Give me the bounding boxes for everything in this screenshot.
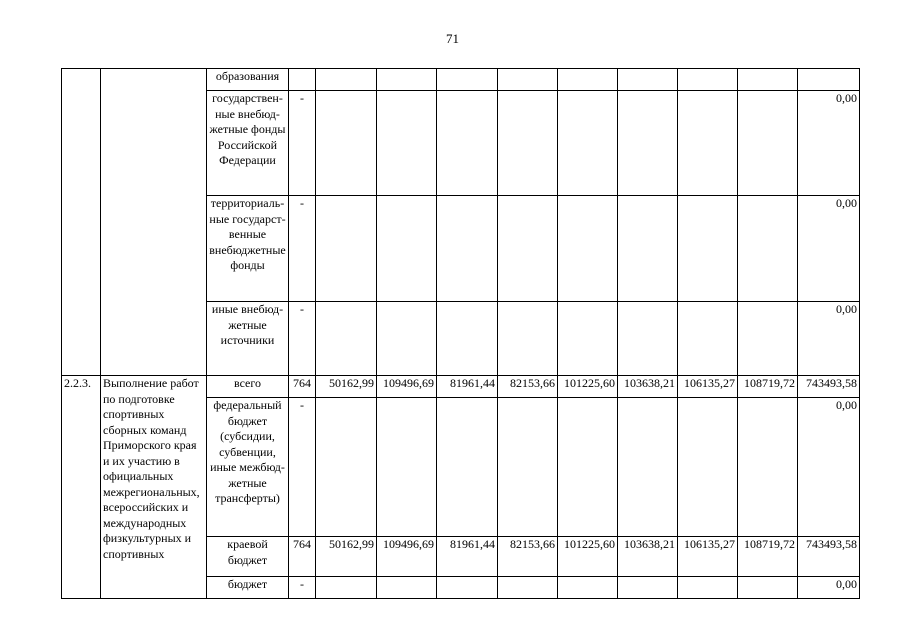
- value-cell: 103638,21: [618, 376, 678, 398]
- code-cell: 764: [289, 376, 316, 398]
- total-cell: 743493,58: [798, 537, 860, 577]
- value-cell: [558, 69, 618, 91]
- value-cell: 81961,44: [437, 537, 498, 577]
- value-cell: 103638,21: [618, 537, 678, 577]
- value-cell: 50162,99: [316, 537, 377, 577]
- code-cell: [289, 69, 316, 91]
- value-cell: [738, 69, 798, 91]
- value-cell: [678, 577, 738, 599]
- value-cell: 108719,72: [738, 376, 798, 398]
- value-cell: [558, 398, 618, 537]
- value-cell: [498, 69, 558, 91]
- value-cell: [678, 196, 738, 302]
- item-number: 2.2.3.: [62, 376, 101, 599]
- value-cell: [377, 69, 437, 91]
- value-cell: 50162,99: [316, 376, 377, 398]
- value-cell: 109496,69: [377, 537, 437, 577]
- value-cell: 108719,72: [738, 537, 798, 577]
- item-number-cell-empty: [62, 69, 101, 376]
- code-cell: -: [289, 302, 316, 376]
- value-cell: [618, 91, 678, 196]
- value-cell: 101225,60: [558, 376, 618, 398]
- value-cell: 82153,66: [498, 376, 558, 398]
- value-cell: [618, 398, 678, 537]
- value-cell: [558, 196, 618, 302]
- code-cell: -: [289, 196, 316, 302]
- source-label: иные внебюд-жетные источники: [207, 302, 289, 376]
- value-cell: 106135,27: [678, 537, 738, 577]
- value-cell: 106135,27: [678, 376, 738, 398]
- value-cell: [738, 398, 798, 537]
- source-label: краевой бюджет: [207, 537, 289, 577]
- source-label: территориаль-ные государст-венные внебюджетные фонды: [207, 196, 289, 302]
- value-cell: [618, 302, 678, 376]
- value-cell: 109496,69: [377, 376, 437, 398]
- item-name-cell-empty: [101, 69, 207, 376]
- source-label: федеральный бюджет (субсидии, субвенции, иные межбюд-жетные трансферты): [207, 398, 289, 537]
- code-cell: -: [289, 577, 316, 599]
- value-cell: [437, 91, 498, 196]
- value-cell: [498, 196, 558, 302]
- value-cell: [618, 577, 678, 599]
- value-cell: [498, 91, 558, 196]
- table-row: [62, 69, 860, 91]
- value-cell: [738, 91, 798, 196]
- value-cell: [738, 577, 798, 599]
- code-cell: -: [289, 398, 316, 537]
- value-cell: [316, 196, 377, 302]
- value-cell: [558, 302, 618, 376]
- total-cell: 743493,58: [798, 376, 860, 398]
- value-cell: [558, 577, 618, 599]
- value-cell: [316, 302, 377, 376]
- value-cell: [437, 69, 498, 91]
- value-cell: [678, 302, 738, 376]
- total-cell: 0,00: [798, 302, 860, 376]
- value-cell: [738, 302, 798, 376]
- value-cell: [437, 398, 498, 537]
- value-cell: [377, 196, 437, 302]
- total-cell: [798, 69, 860, 91]
- source-label: бюджет: [207, 577, 289, 599]
- value-cell: [377, 577, 437, 599]
- budget-table: [61, 68, 860, 599]
- value-cell: 82153,66: [498, 537, 558, 577]
- value-cell: [558, 91, 618, 196]
- value-cell: [678, 398, 738, 537]
- value-cell: [316, 577, 377, 599]
- value-cell: [437, 196, 498, 302]
- value-cell: [316, 398, 377, 537]
- value-cell: [618, 69, 678, 91]
- code-cell: -: [289, 91, 316, 196]
- total-cell: 0,00: [798, 398, 860, 537]
- value-cell: [618, 196, 678, 302]
- source-label: всего: [207, 376, 289, 398]
- table-row: [62, 376, 860, 398]
- value-cell: [678, 91, 738, 196]
- value-cell: [316, 69, 377, 91]
- value-cell: [738, 196, 798, 302]
- source-label: образования: [207, 69, 289, 91]
- value-cell: [678, 69, 738, 91]
- value-cell: [437, 577, 498, 599]
- total-cell: 0,00: [798, 196, 860, 302]
- value-cell: [498, 398, 558, 537]
- value-cell: [498, 302, 558, 376]
- source-label: государствен-ные внебюд-жетные фонды Российской Федерации: [207, 91, 289, 196]
- value-cell: [316, 91, 377, 196]
- total-cell: 0,00: [798, 577, 860, 599]
- code-cell: 764: [289, 537, 316, 577]
- value-cell: [498, 577, 558, 599]
- value-cell: [437, 302, 498, 376]
- value-cell: [377, 302, 437, 376]
- page-number: 71: [446, 31, 459, 46]
- value-cell: [377, 398, 437, 537]
- value-cell: 81961,44: [437, 376, 498, 398]
- value-cell: [377, 91, 437, 196]
- total-cell: 0,00: [798, 91, 860, 196]
- value-cell: 101225,60: [558, 537, 618, 577]
- item-name: Выполнение работ по подготовке спортивных сборных команд Приморского края и их участию в официальных межрегиональных, всероссийских и международных физкультурных и спортивных: [101, 376, 207, 599]
